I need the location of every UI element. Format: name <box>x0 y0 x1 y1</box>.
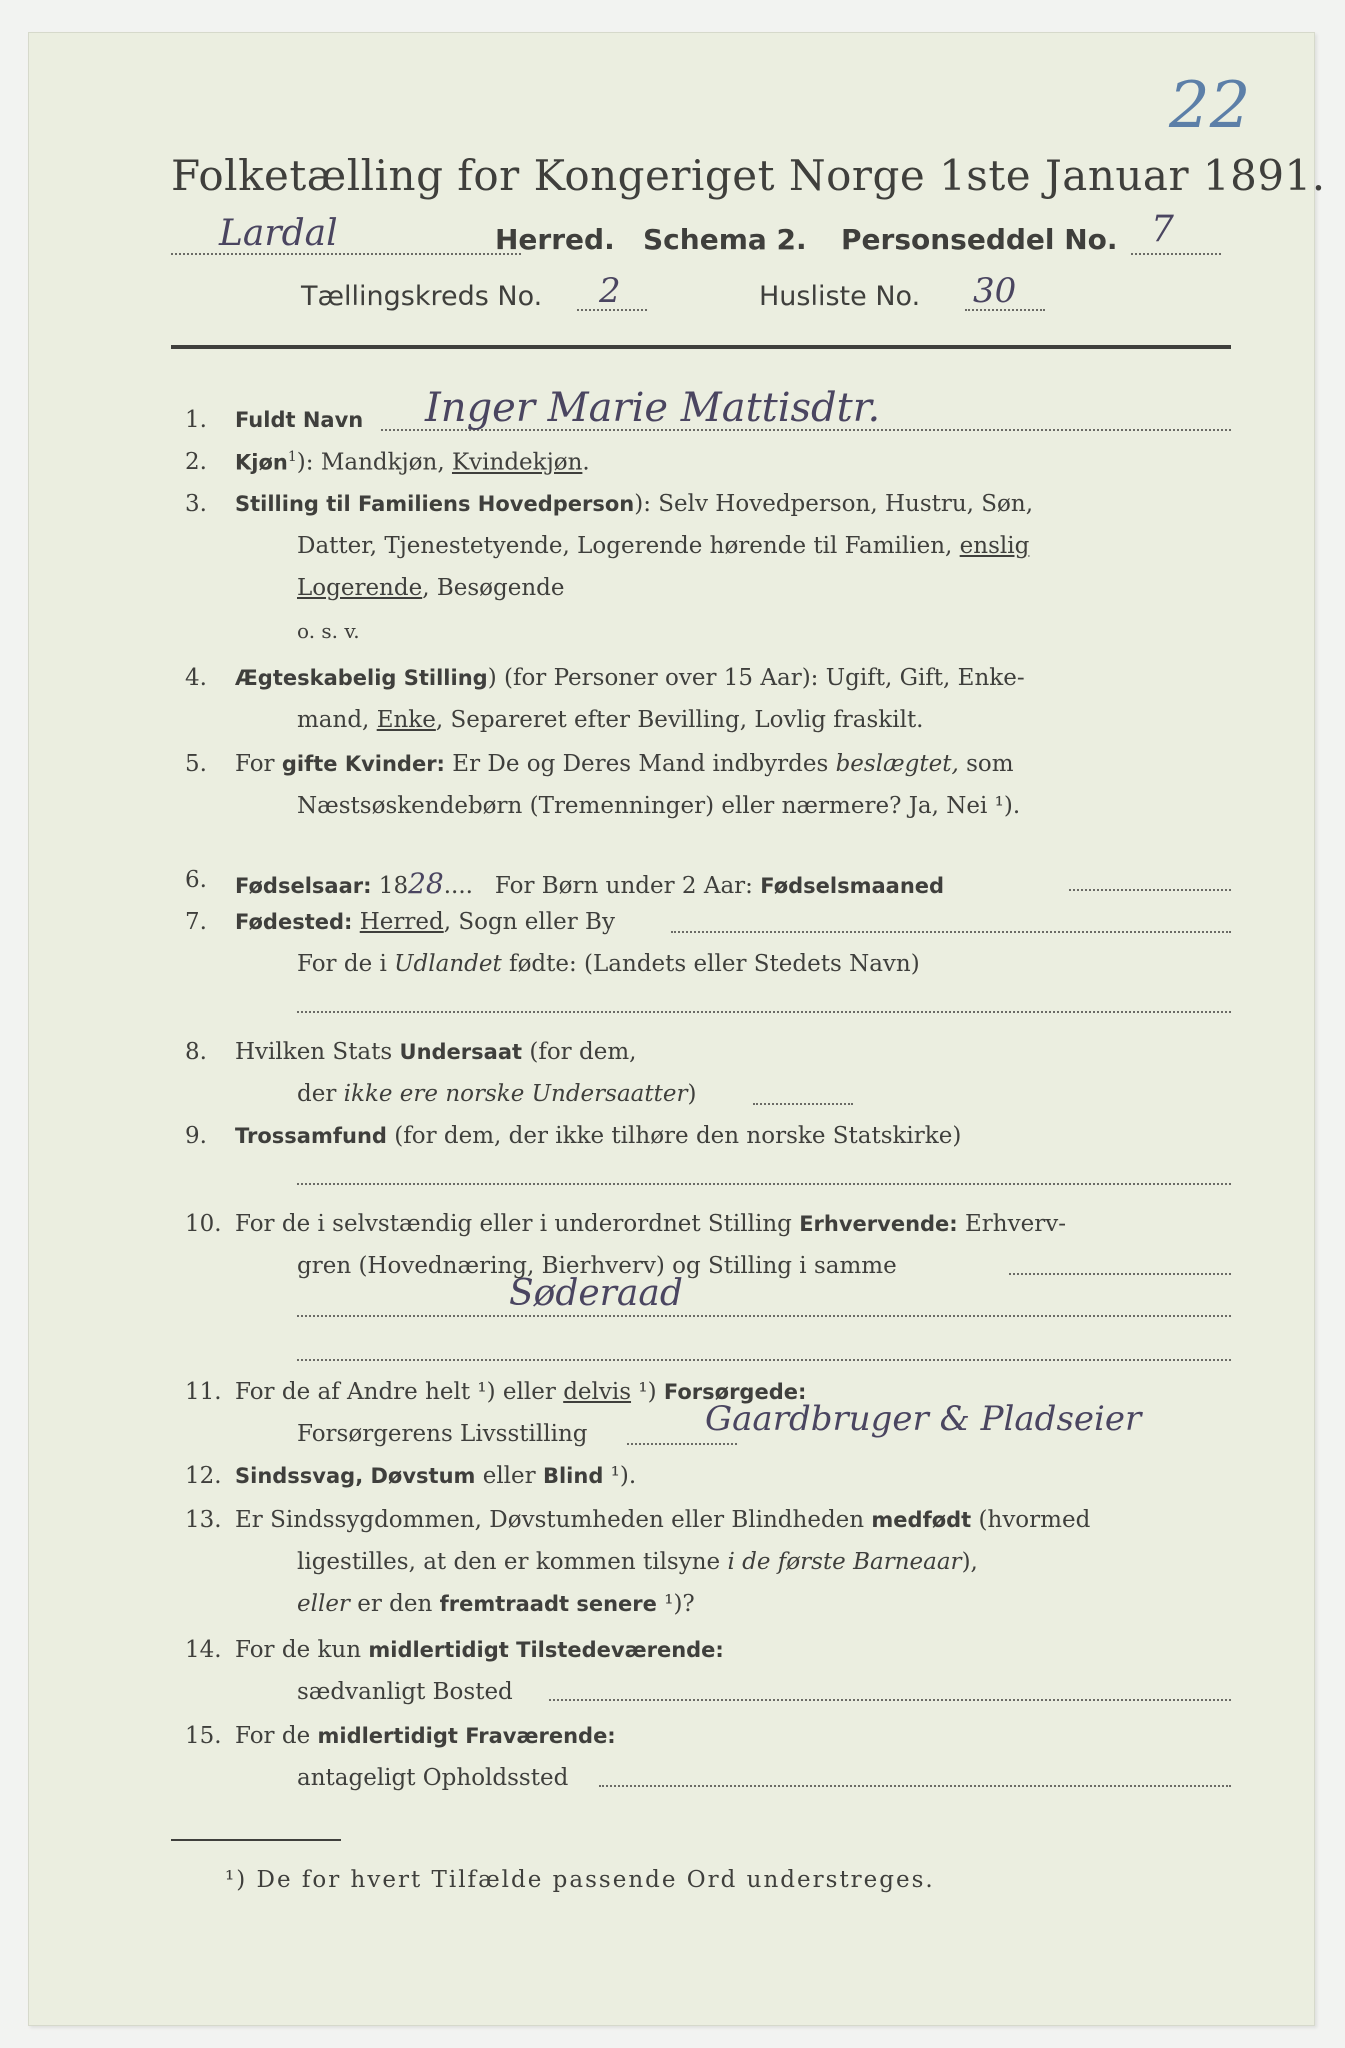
q11-answer-provider-occupation: Gaardbruger & Pladseier <box>705 1399 1142 1439</box>
q10-line1-a: For de i selvstændig eller i underordnet Stilling <box>235 1211 800 1237</box>
footnote-text: ¹) De for hvert Tilfælde passende Ord understreges. <box>225 1867 935 1893</box>
q7-line2 <box>297 951 920 977</box>
q15-line1 <box>235 1723 616 1749</box>
q3-line3 <box>297 575 565 601</box>
q13-line1-c: (hvormed <box>971 1507 1091 1533</box>
q9-line1 <box>235 1123 961 1149</box>
q10-dotted-line <box>1009 1273 1231 1275</box>
q2-kvindekjon-underlined: Kvindekjøn <box>451 449 583 476</box>
q13-line1-a: Er Sindssygdommen, Døvstumheden eller Blindheden <box>235 1507 872 1533</box>
item-number: 12. <box>185 1463 222 1489</box>
q7-line2-c: fødte: (Landets eller Stedets Navn) <box>501 951 920 977</box>
q10-answer-dotted-line <box>297 1315 1231 1317</box>
item-number: 13. <box>185 1507 222 1533</box>
q5-label-b: gifte Kvinder: <box>281 752 445 776</box>
q13-line2-a: ligestilles, at den er kommen tilsyne <box>297 1549 728 1575</box>
q4-line1 <box>235 665 1025 691</box>
q11-line1-c: ¹) <box>631 1379 664 1405</box>
q3-enslig-underlined: enslig <box>959 533 1030 559</box>
q5-beslaegtet: beslægtet, <box>835 751 959 777</box>
q4-label: Ægteskabelig Stilling <box>235 666 488 690</box>
q8-undersaat: Undersaat <box>399 1040 523 1064</box>
q8-line2-a: der <box>297 1081 344 1107</box>
q2-label: Kjøn <box>235 450 288 475</box>
q3-line1 <box>235 491 1033 517</box>
q8-line1 <box>235 1039 636 1065</box>
herred-label: Herred. <box>495 223 615 256</box>
q8-line2 <box>297 1081 696 1107</box>
q15-line2: antageligt Opholdssted <box>297 1765 569 1791</box>
item-number: 9. <box>185 1123 207 1149</box>
q13-line2-c: ), <box>961 1549 978 1575</box>
q7-udlandet: Udlandet <box>394 951 502 977</box>
q8-dotted-line <box>753 1103 853 1105</box>
q10-line1-c: Erhverv- <box>957 1211 1066 1237</box>
husliste-label: Husliste No. <box>759 281 921 312</box>
item-number: 4. <box>185 665 207 691</box>
q13-line2 <box>297 1549 978 1575</box>
census-form-sheet <box>28 32 1326 2026</box>
q10-answer2-dotted-line <box>297 1359 1231 1361</box>
q5-line2: Næstsøskendebørn (Tremenninger) eller nærmere? Ja, Nei ¹). <box>297 793 1021 819</box>
q14-label: midlertidigt Tilstedeværende: <box>368 1638 724 1662</box>
q5-label-a: For <box>235 751 282 777</box>
item-number: 11. <box>185 1379 222 1405</box>
item-number: 7. <box>185 909 207 935</box>
q13-line3-d: ¹)? <box>656 1591 695 1617</box>
q4-line2-a: mand, <box>297 707 377 733</box>
personseddel-label: Personseddel No. <box>841 223 1118 256</box>
q12-row <box>235 1463 636 1489</box>
q3-line4: o. s. v. <box>297 619 360 643</box>
q9-text: (for dem, der ikke tilhøre den norske Statskirke) <box>386 1123 962 1149</box>
personseddel-dotted-line <box>1131 253 1221 255</box>
q2-row <box>235 449 590 476</box>
q13-line2-italic: i de første Barneaar <box>727 1549 962 1575</box>
q3-line2 <box>297 533 1029 559</box>
q9-label: Trossamfund <box>235 1124 387 1148</box>
item-number: 1. <box>185 407 207 433</box>
q7-label: Fødested: <box>235 910 353 934</box>
q11-dotted-line <box>627 1443 737 1445</box>
q12-text-b: ¹). <box>603 1463 637 1489</box>
item-number: 5. <box>185 751 207 777</box>
q1-answer-name: Inger Marie Mattisdtr. <box>425 385 881 431</box>
q15-dotted-line <box>599 1785 1231 1787</box>
q4-line1-text: ) (for Personer over 15 Aar): Ugift, Gift, Enke- <box>487 665 1025 691</box>
q10-answer-occupation: Søderaad <box>509 1273 683 1314</box>
q7-herred-underlined: Herred <box>359 909 444 935</box>
q1-row <box>235 407 363 433</box>
q6-answer-year: 28 <box>408 867 444 900</box>
item-number: 15. <box>185 1723 222 1749</box>
item-number: 14. <box>185 1637 222 1663</box>
footnote-rule <box>171 1839 341 1841</box>
q14-line1 <box>235 1637 724 1663</box>
q10-erhvervende: Erhvervende: <box>799 1212 958 1236</box>
q7-dotted-line <box>671 931 1231 933</box>
q7-line2-a: For de i <box>297 951 395 977</box>
q3-line1-text: ): Selv Hovedperson, Hustru, Søn, <box>634 491 1034 517</box>
q12-text-a: eller <box>475 1463 543 1489</box>
husliste-number: 30 <box>973 271 1017 311</box>
q7-text-c: , Sogn eller By <box>443 909 615 935</box>
item-number: 2. <box>185 449 207 475</box>
kreds-label: Tællingskreds No. <box>301 281 543 312</box>
q6-label: Fødselsaar: <box>235 874 372 898</box>
item-number: 3. <box>185 491 207 517</box>
q13-line1 <box>235 1507 1090 1533</box>
item-number: 6. <box>185 867 207 893</box>
q5-line1 <box>235 751 1014 777</box>
q10-line1 <box>235 1211 1066 1237</box>
archive-stamp-number: 22 <box>1169 69 1251 143</box>
herred-handwritten: Lardal <box>219 213 338 254</box>
q6-label2: Fødselsmaaned <box>760 874 945 898</box>
header-rule <box>171 345 1231 349</box>
schema-label: Schema 2. <box>643 223 807 256</box>
q14-line1-a: For de kun <box>235 1637 369 1663</box>
q6-mid: For Børn under 2 Aar: <box>494 873 761 899</box>
q6-dotted-line <box>1069 889 1231 891</box>
q13-eller: eller <box>297 1591 350 1617</box>
q13-fremtraadt: fremtraadt senere <box>439 1592 657 1616</box>
q15-line1-a: For de <box>235 1723 318 1749</box>
q5-line1-a: Er De og Deres Mand indbyrdes <box>444 751 836 777</box>
q13-line3-b: er den <box>349 1591 440 1617</box>
q1-label: Fuldt Navn <box>235 408 364 432</box>
form-title: Folketælling for Kongeriget Norge 1ste Januar 1891. <box>171 151 1326 200</box>
q12-label2: Blind <box>542 1464 604 1488</box>
q4-enke-underlined: Enke <box>376 707 436 733</box>
q13-medfodt: medfødt <box>871 1508 972 1532</box>
q6-prefix: 18 <box>371 873 409 899</box>
q3-line2-text: Datter, Tjenestetyende, Logerende hørende til Familien, <box>297 533 960 559</box>
q9-answer-dotted-line <box>297 1183 1231 1185</box>
q11-line1-a: For de af Andre helt ¹) eller <box>235 1379 564 1405</box>
item-number: 8. <box>185 1039 207 1065</box>
q7-line1 <box>235 909 615 935</box>
q5-line1-c: som <box>958 751 1014 777</box>
q2-footnote-mark: 1 <box>287 449 297 465</box>
q2-text-c: . <box>582 449 590 476</box>
q3-label: Stilling til Familiens Hovedperson <box>235 492 635 516</box>
q8-line2-italic: ikke ere norske Undersaatter <box>343 1081 688 1107</box>
q7-answer-dotted-line <box>297 1011 1231 1013</box>
personseddel-number: 7 <box>1151 209 1174 250</box>
q14-dotted-line <box>549 1699 1231 1701</box>
q6-row: Fødselsaar: 1828.... For Børn under 2 Aar: Fødselsmaaned <box>235 867 945 900</box>
kreds-number: 2 <box>599 271 621 311</box>
q13-line3 <box>297 1591 695 1617</box>
q8-line1-c: (for dem, <box>522 1039 637 1065</box>
q4-line2 <box>297 707 924 733</box>
q11-line2: Forsørgerens Livsstilling <box>297 1421 588 1447</box>
q8-line2-c: ) <box>687 1081 697 1107</box>
q4-line2-c: , Separeret efter Bevilling, Lovlig fraskilt. <box>435 707 924 733</box>
q12-label: Sindssvag, Døvstum <box>235 1464 476 1488</box>
q15-label: midlertidigt Fraværende: <box>317 1724 616 1748</box>
q3-line3-text: , Besøgende <box>422 575 565 601</box>
q14-line2: sædvanligt Bosted <box>297 1679 513 1705</box>
q10-line2: gren (Hovednæring, Bierhverv) og Stilling i samme <box>297 1253 897 1279</box>
q11-forsorgede: Forsørgede: <box>663 1380 807 1404</box>
q7-text-a <box>352 909 359 935</box>
q11-delvis-underlined: delvis <box>563 1379 632 1405</box>
q8-line1-a: Hvilken Stats <box>235 1039 400 1065</box>
item-number: 10. <box>185 1211 222 1237</box>
q2-text-a: ): Mandkjøn, <box>296 449 452 476</box>
q3-logerende-underlined: Logerende <box>297 575 423 601</box>
